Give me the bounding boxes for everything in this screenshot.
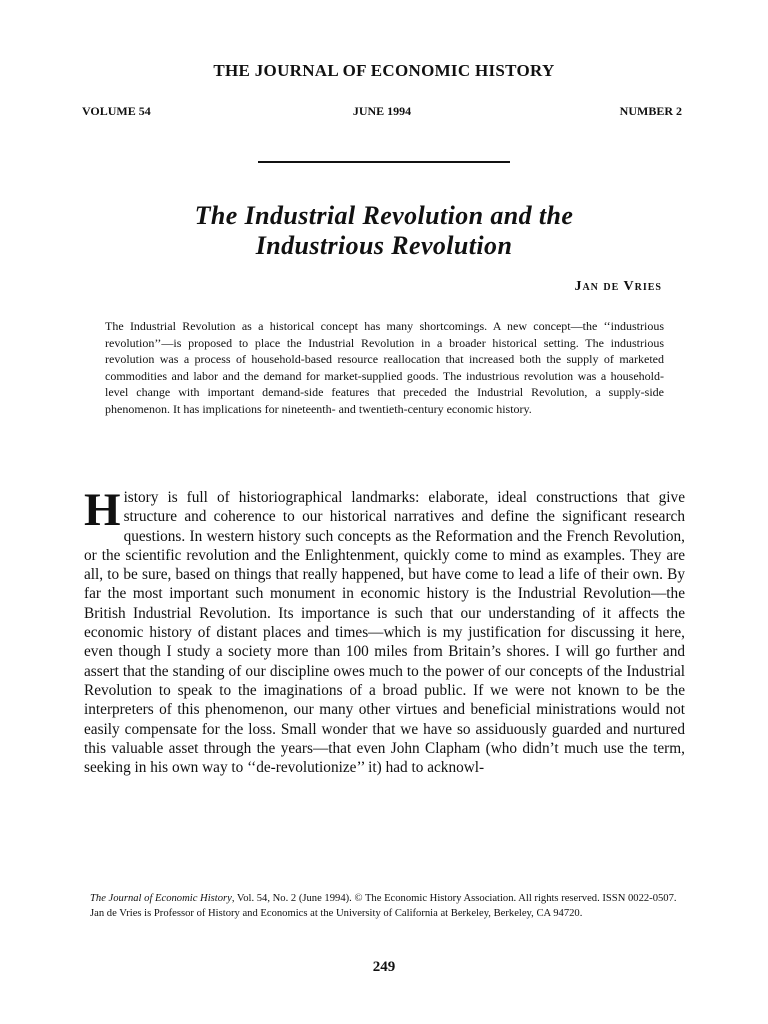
author-name: Jan de Vries (574, 279, 662, 294)
citation-details: , Vol. 54, No. 2 (June 1994). © The Economic History Association. All rights reserved. ISSN 0022-0507. (231, 893, 677, 904)
issue-line (82, 104, 682, 120)
article-title (0, 201, 768, 261)
author-note: Jan de Vries is Professor of History and Economics at the University of California at Berkeley, Berkeley, CA 94720. (90, 908, 583, 919)
body-text: istory is full of historiographical landmarks: elaborate, ideal constructions that give structure and coherence to our historical narratives and define the significant research questions. In western history such concepts as the Reformation and the French Revolution, or the scientific revolution and the Enlightenment, quickly come to mind as examples. They are all, to be sure, based on things that really happened, but have come to lead a life of their own. By far the most important such monument in economic history is the Industrial Revolution—the British Industrial Revolution. Its importance is such that our understanding of it affects the economic history of distant places and times—which is my justification for discussing it here, even though I study a society more than 100 miles from Britain’s shores. I will go further and assert that the standing of our discipline owes much to the power of our concepts of the Industrial Revolution to speak to the imaginations of a broad public. If we were not known to be the interpreters of this phenomenon, our many other virtues and beneficial ministrations would not easily compensate for the loss. Small wonder that we have so assiduously guarded and nurtured this valuable asset through the years—that even John Clapham (who didn’t much use the term, seeking in his own way to ‘‘de-revolutionize’’ it) had to acknowl- (84, 489, 685, 777)
body-paragraph (84, 484, 685, 777)
article-title-line-2: Industrious Revolution (255, 231, 513, 260)
header-divider (258, 161, 510, 163)
page-number: 249 (372, 959, 396, 975)
volume-label: VOLUME 54 (82, 104, 151, 118)
issue-date: JUNE 1994 (352, 104, 412, 118)
abstract: The Industrial Revolution as a historical concept has many shortcomings. A new concept—the ‘‘industrious revolution’’—is proposed to place the Industrial Revolution in a broader historical setting. The industrious revolution was a process of household-based resource reallocation that increased both the supply of marketed commodities and labor and the demand for market-supplied goods. The industrious revolution was a household-level change with important demand-side features that preceded the Industrial Revolution, a supply-side phenomenon. It has implications for nineteenth- and twentieth-century economic history. (105, 319, 664, 416)
footnotes (84, 891, 685, 921)
issue-number: NUMBER 2 (619, 104, 682, 118)
journal-title: THE JOURNAL OF ECONOMIC HISTORY (213, 61, 555, 80)
article-title-line-1: The Industrial Revolution and the (194, 201, 574, 230)
citation-note (84, 891, 685, 906)
citation-journal: The Journal of Economic History (90, 893, 232, 904)
drop-cap: H (84, 484, 121, 536)
